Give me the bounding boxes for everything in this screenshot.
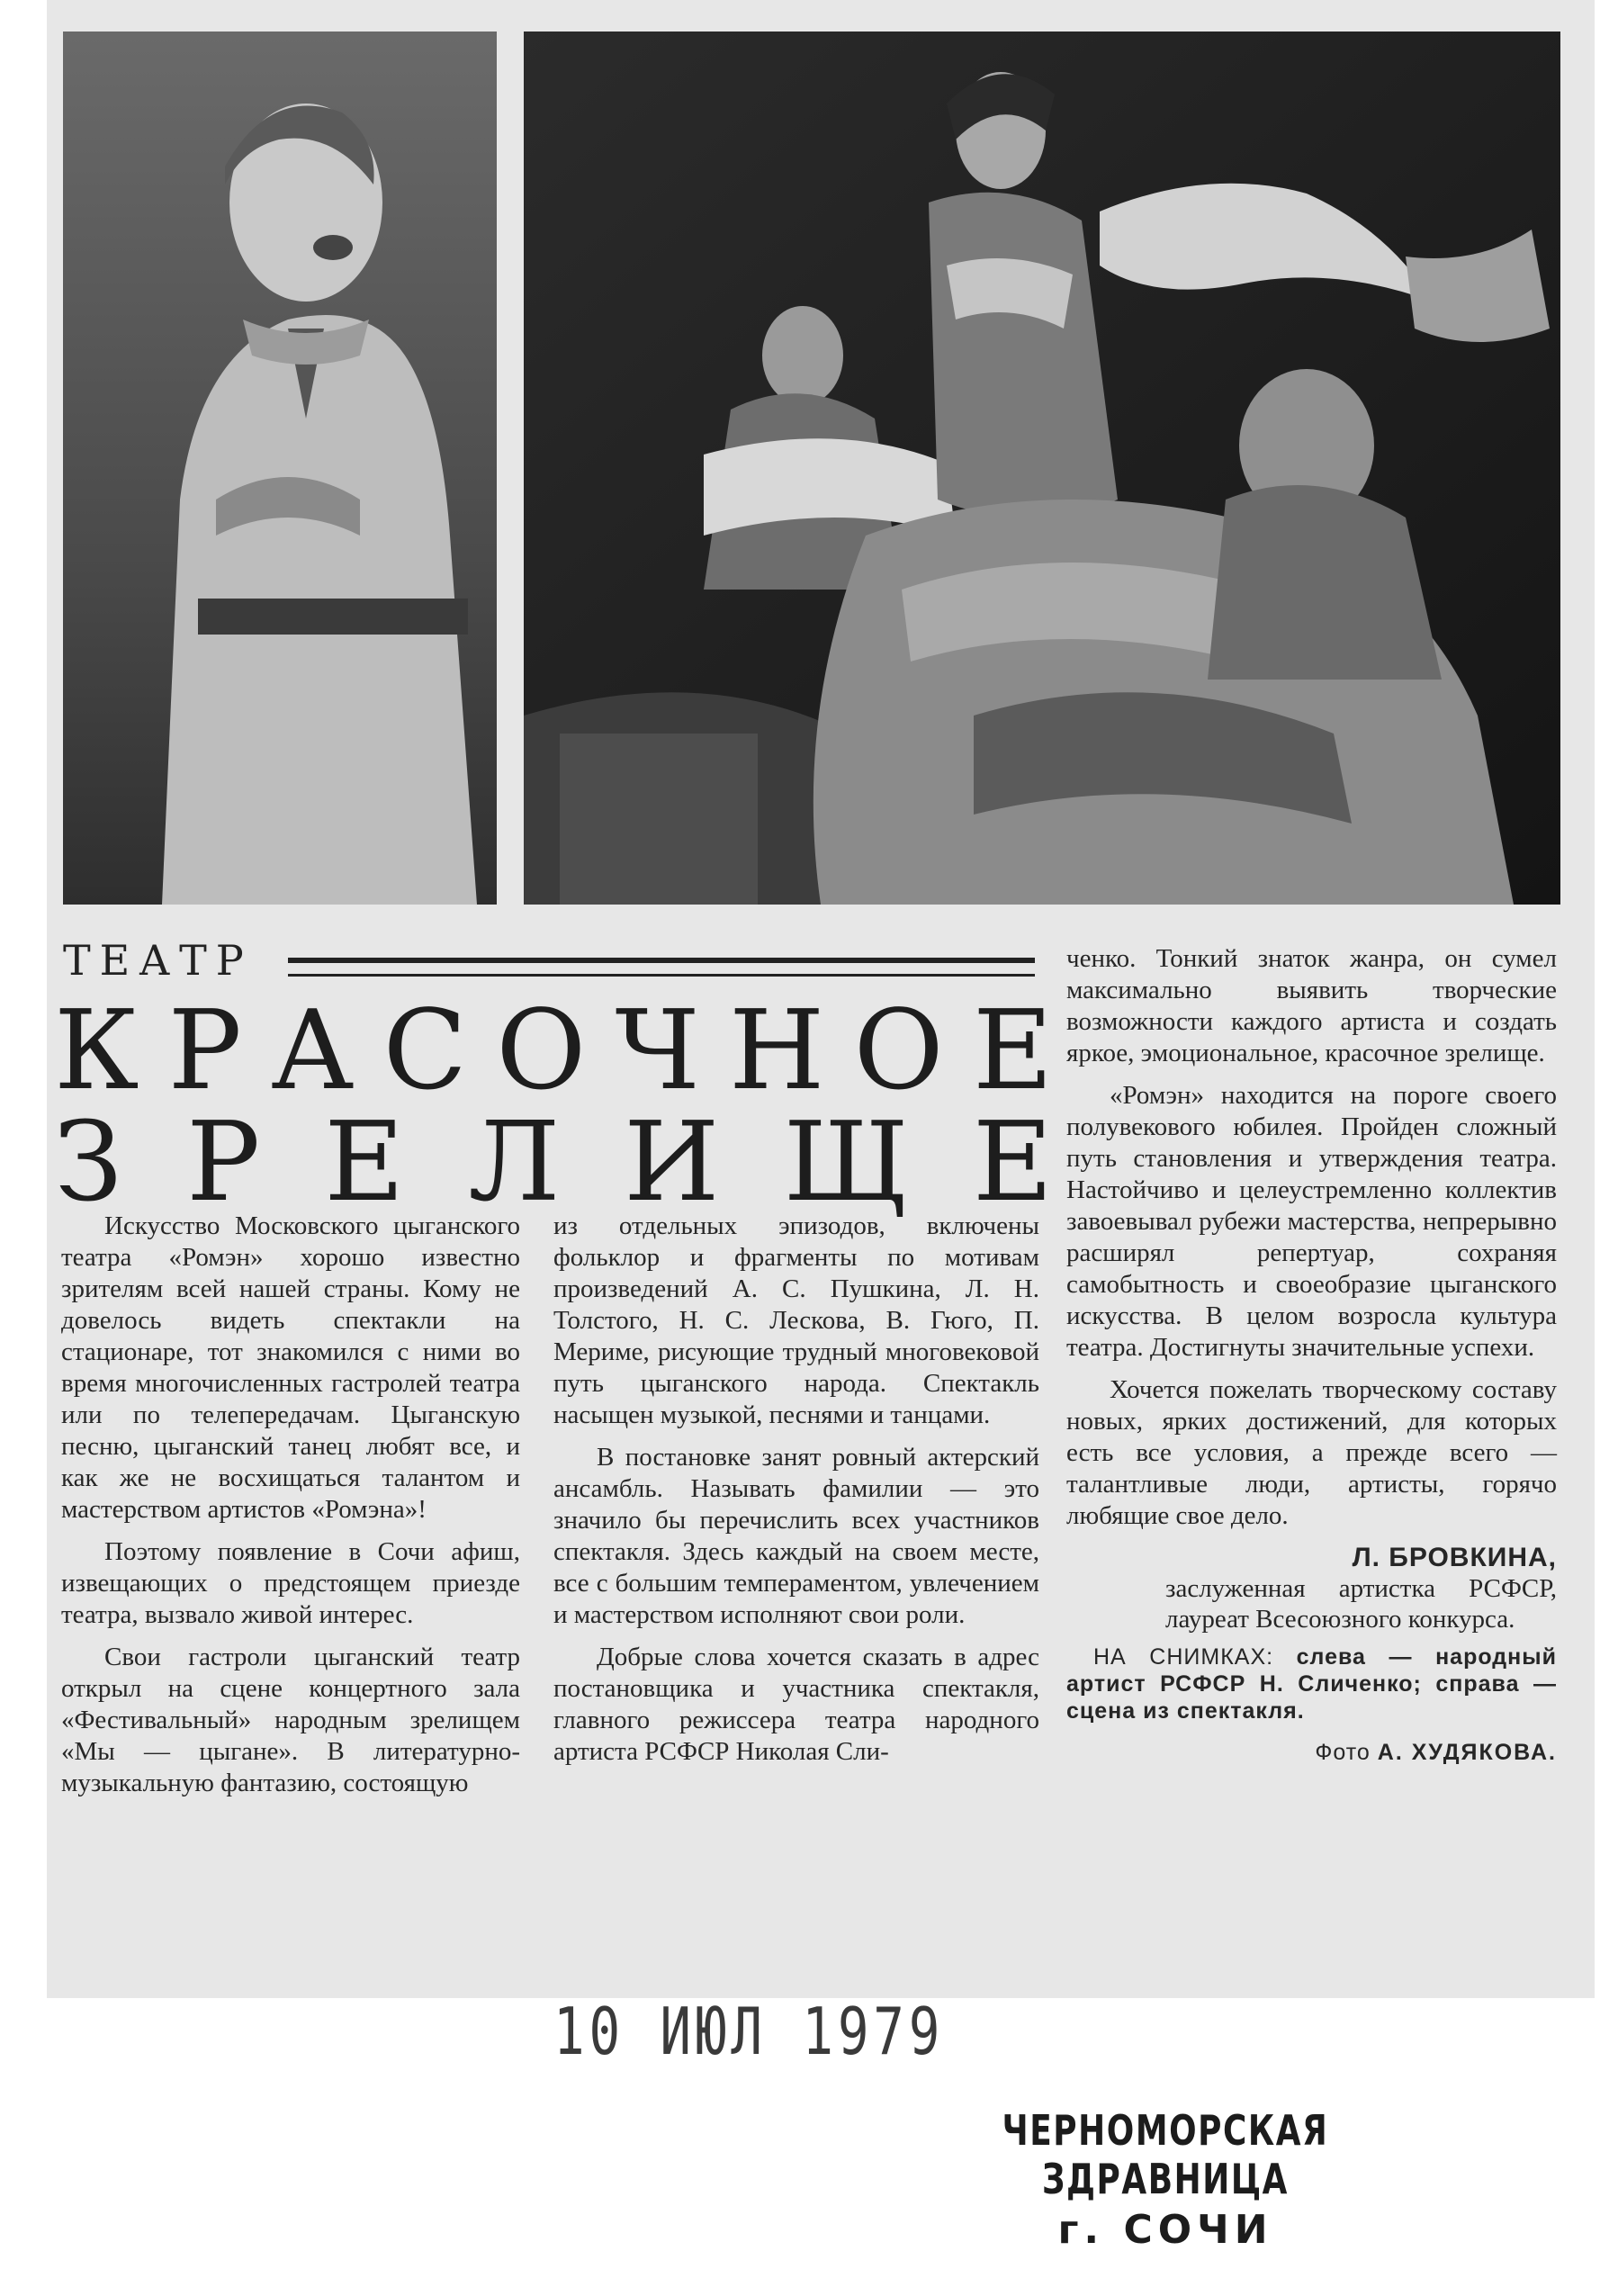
article-paragraph: Поэтому появление в Сочи афиш, извещающих о предстоящем приезде театра, вызвало живой интерес. (61, 1537, 520, 1629)
article-paragraph: Искусство Московского цыганского театра «Ромэн» хорошо известно зрителям всей нашей страны. Кому не довелось видеть спектакли на стационаре, тот знакомился с ними во время многочисленных гастролей театра или по телепередачам. Цыганскую песню, цыганский танец любят все, и как же не восхищаться талантом и мастерством артистов «Ромэна»! (61, 1211, 520, 1524)
headline-letter: С (382, 986, 467, 1114)
author-title: заслуженная артистка РСФСР, лауреат Всесоюзного конкурса. (1165, 1574, 1557, 1634)
article-paragraph: В постановке занят ровный актерский ансамбль. Называть фамилии — это значило бы перечислить всех участников спектакля. Здесь каждый на своем месте, все с большим темпераментом, увлечением и мастерством исполняют свои роли. (553, 1443, 1039, 1629)
headline-letter: З (54, 1098, 123, 1226)
photo-caption (1066, 1643, 1557, 1724)
author-name: Л. БРОВКИНА, (1352, 1543, 1557, 1572)
photo-credit-prefix: Фото (1315, 1740, 1371, 1765)
author-signature (1066, 1543, 1557, 1634)
source-city: г. СОЧИ (1057, 2207, 1273, 2253)
photo-singer (63, 32, 497, 905)
headline-letter: Ч (615, 986, 700, 1114)
article-column-3 (1066, 943, 1557, 1769)
headline-letter: Е (972, 986, 1053, 1114)
headline-letter: О (496, 986, 587, 1114)
article-paragraph: Добрые слова хочется сказать в адрес постановщика и участника спектакля, главного режиссера театра народного артиста РСФСР Николая Сли- (553, 1643, 1039, 1766)
photo-stage-scene (524, 32, 1560, 905)
source-stamp (850, 2106, 1480, 2253)
headline-letter: Р (186, 1098, 261, 1226)
caption-text: слева — народный артист РСФСР Н. Сличенко; справа — сцена из спектакля. (1066, 1644, 1557, 1724)
photo-credit-author: А. ХУДЯКОВА. (1377, 1740, 1557, 1765)
source-newspaper-name: ЧЕРНОМОРСКАЯ ЗДРАВНИЦА (1002, 2106, 1329, 2203)
headline-letter: К (54, 986, 139, 1114)
caption-lead: НА СНИМКАХ: (1093, 1644, 1274, 1670)
headline-letter: Л (468, 1098, 561, 1226)
headline-letter: О (853, 986, 944, 1114)
article-paragraph: ченко. Тонкий знаток жанра, он сумел максимально выявить творческие возможности каждого артиста и создать яркое, эмоциональное, красочное зрелище. (1066, 944, 1557, 1067)
date-stamp: 10 ИЮЛ 1979 (553, 1994, 945, 2069)
rubric-label: ТЕАТР (63, 936, 253, 985)
headline-letter: Р (167, 986, 242, 1114)
headline-letter: А (270, 986, 355, 1114)
headline-line-1 (54, 986, 1053, 1114)
article-paragraph: Хочется пожелать творческому составу новых, ярких достижений, для которых есть все условия, а прежде всего — талантливые люди, артисты, горячо любящие свое дело. (1066, 1375, 1557, 1530)
headline-line-2 (54, 1098, 1053, 1226)
article-paragraph: Свои гастроли цыганский театр открыл на сцене концертного зала «Фестивальный» народным зрелищем «Мы — цыгане». В литературно-музыкальную фантазию, состоящую (61, 1643, 520, 1797)
rubric-rule (288, 958, 1035, 977)
headline-letter: Щ (783, 1098, 909, 1226)
headline-letter: Н (729, 986, 825, 1114)
headline-letter: Е (972, 1098, 1053, 1226)
rubric-header (63, 936, 1035, 990)
article-paragraph: из отдельных эпизодов, включены фольклор и фрагменты по мотивам произведений А. С. Пушкина, Л. Н. Толстого, Н. С. Лескова, В. Гюго, П. Мериме, рисующие трудный многовековой путь цыганского народа. Спектакль насыщен музыкой, песнями и танцами. (553, 1211, 1039, 1429)
article-column-2 (553, 1211, 1039, 1778)
article-column-1 (61, 1211, 520, 1810)
headline-letter: Е (324, 1098, 405, 1226)
photo-credit (1066, 1737, 1557, 1769)
article-paragraph: «Ромэн» находится на пороге своего полувекового юбилея. Пройден сложный путь становления и утверждения театра. Настойчиво и целеустремленно коллектив завоевывал рубежи мастерства, непрерывно расширял репертуар, сохраняя самобытность и своеобразие цыганского искусства. В целом возросла культура театра. Достигнуты значительные успехи. (1066, 1081, 1557, 1362)
headline-letter: И (624, 1098, 720, 1226)
